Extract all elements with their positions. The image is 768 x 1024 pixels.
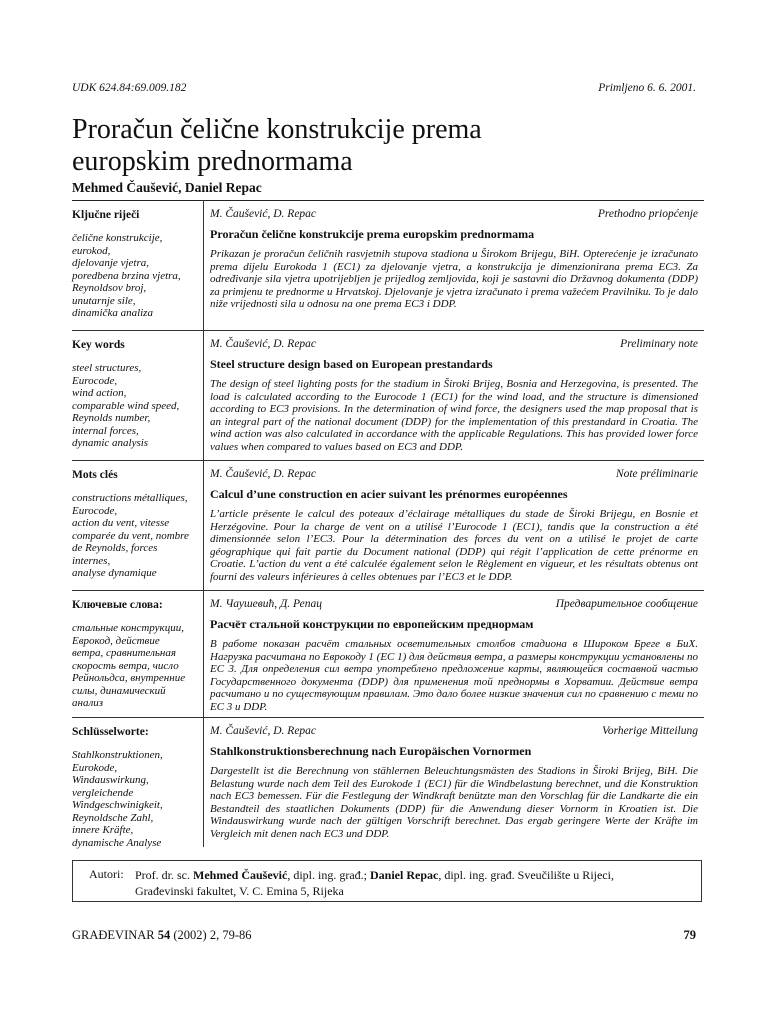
- keyword: скорость ветра, число: [72, 659, 179, 672]
- keyword: ветра, сравнительная: [72, 647, 176, 659]
- keyword: steel structures,: [72, 362, 142, 374]
- keyword: стальные конструкции,: [72, 622, 184, 634]
- authors-affiliation-box: [72, 860, 702, 902]
- abstract-column: [210, 330, 698, 454]
- section-title: Расчёт стальной конструкции по европейским преднормам: [210, 617, 534, 631]
- section-title: Steel structure design based on European prestandards: [210, 357, 493, 371]
- keywords-list: [72, 362, 200, 450]
- author-name-2: Daniel Repac: [370, 868, 439, 882]
- keyword: Eurocode,: [72, 504, 118, 517]
- column-divider: [203, 590, 204, 717]
- page-number: 79: [683, 928, 696, 942]
- keyword: dynamische Analyse: [72, 836, 162, 849]
- abstract-text: L’article présente le calcul des poteaux d’éclairage métalliques du stade de Široki Brijegu, en Bosnie et Herzégovine. Pour la charge de vent on a utilisé l’Eurocode 1 (EC1), tandis que la construction a été dimensionnée selon l’EC3. Pour la détermination des forces du vent on a utilisé le projet de carte géographique qui fait partie du Document national (DDP) qui régit l’application de cette prénorme en Croatie. L’action du vent a été calculée également selon le Règlement en vigueur, et les résultats obtenus ont fourni des valeurs inférieures à celles obtenues par l’EC3 et le DDP.: [210, 508, 698, 583]
- title-line-2: europskim prednormama: [72, 146, 353, 177]
- keyword: djelovanje vjetra,: [72, 257, 149, 269]
- keyword: анализ: [72, 697, 104, 709]
- column-divider: [203, 200, 204, 330]
- keyword: Еврокод, действие: [72, 634, 160, 647]
- keyword: Reynolds number,: [72, 412, 151, 424]
- abstract-column: [210, 200, 698, 311]
- meta-line: [210, 598, 698, 612]
- abstract-section-ru: [72, 590, 704, 717]
- abstract-text: В работе показан расчёт стальных осветительных столбов стадиона в Широком Бреге в БиХ. Нагрузка расчитана по Еврокоду 1 (ЕС 1) для действия ветра, а размеры конструкции установлены по ЕС 3. Для определения сил ветра употреблено предложение карты, являющейся составной частью Государственного документа (DDP) для применения той преднормы в Хорватии. Действие ветра расчитано и по существующим правилам. Это дало более низкие значения сил по сравнению с теми по ЕС 3 и DDP.: [210, 638, 698, 713]
- authors-line: Mehmed Čaušević, Daniel Repac: [72, 180, 262, 195]
- keyword: internal forces,: [72, 424, 139, 437]
- keyword: Windauswirkung,: [72, 774, 149, 786]
- keyword: de Reynolds, forces: [72, 542, 158, 554]
- keyword: Рейнольдса, внутренние: [72, 672, 186, 684]
- meta-line: [210, 208, 698, 222]
- authors-label: Autori:: [89, 867, 124, 881]
- keyword: wind action,: [72, 387, 127, 399]
- journal-citation: [72, 928, 252, 943]
- paper-type: Предварительное сообщение: [555, 598, 698, 610]
- meta-line: [210, 468, 698, 482]
- section-title: Proračun čelične konstrukcije prema europskim prednormama: [210, 227, 535, 241]
- abstract-text: The design of steel lighting posts for the stadium in Široki Brijeg, Bosnia and Herzegovina, is presented. The load is calculated according to the Eurocode 1 (EC1) for the wind load, and the structure is dimensioned according to EC3 provisions. In the determination of wind force, the designers used the map proposal that is an integral part of the national document (DDP) for the implementation of this prestandard in Croatia. The wind action was also calculated in accordance with the applicable Regulations. This has provided lower force values when compared to values based on EC3 and DDP.: [210, 378, 698, 453]
- affiliation-line-2: Građevinski fakultet, V. C. Emina 5, Rijeka: [135, 884, 344, 898]
- keyword: dinamička analiza: [72, 307, 153, 319]
- keywords-heading: Ключевые слова:: [72, 599, 163, 611]
- keyword: eurokod,: [72, 244, 111, 257]
- keyword: constructions métalliques,: [72, 492, 188, 504]
- section-title: Calcul d’une construction en acier suivant les prénormes européennes: [210, 487, 568, 501]
- section-title: Stahlkonstruktionsberechnung nach Europäischen Vornormen: [210, 744, 532, 758]
- meta-authors: M. Čaušević, D. Repac: [210, 208, 317, 220]
- abstract-text: Prikazan je proračun čeličnih rasvjetnih stupova stadiona u Širokom Brijegu, BiH. Opterećenje je izračunato prema dijelu Eurokoda 1 (EC1) za djelovanje vjetra, a konstrukcija je dimenzionirana prema EC3. Za određivanje sila vjetra upotrijebljen je prijedlog zemljovida, koji je sastavni dio Državnog dokumenta (DDP) za primjenu te prednorme u Hrvatskoj. Djelovanje je vjetra izračunato i prema važećem Pravilniku. To je dalo niže vrijednosti sila u odnosu na one prema EC3 i DDP.: [210, 248, 698, 311]
- keyword: internes,: [72, 554, 111, 567]
- meta-line: [210, 338, 698, 352]
- keywords-column: [72, 200, 200, 320]
- keywords-heading: Schlüsselworte:: [72, 726, 149, 738]
- keyword: čelične konstrukcije,: [72, 232, 163, 244]
- keywords-list: [72, 749, 200, 849]
- column-divider: [203, 717, 204, 847]
- paper-type: Note préliminarie: [615, 468, 698, 480]
- paper-type: Vorherige Mitteilung: [602, 725, 698, 737]
- keyword: Eurocode,: [72, 374, 118, 387]
- paper-type: Preliminary note: [620, 338, 698, 350]
- meta-authors: M. Чаушевић, Д. Репац: [210, 598, 323, 610]
- keywords-list: [72, 232, 200, 320]
- abstract-section-fr: [72, 460, 704, 590]
- keyword: Eurokode,: [72, 761, 118, 774]
- abstract-section-de: [72, 717, 704, 847]
- keyword: comparable wind speed,: [72, 399, 180, 412]
- abstract-column: [210, 590, 698, 714]
- keyword: analyse dynamique: [72, 567, 157, 579]
- received-date: Primljeno 6. 6. 2001.: [598, 82, 696, 94]
- keywords-column: [72, 717, 200, 849]
- meta-authors: M. Čaušević, D. Repac: [210, 725, 317, 737]
- keyword: unutarnje sile,: [72, 294, 136, 307]
- keywords-heading: Ključne riječi: [72, 209, 140, 221]
- keyword: innere Kräfte,: [72, 824, 134, 836]
- affiliation-part: , dipl. ing. građ.;: [287, 868, 370, 882]
- keyword: Windgeschwinigkeit,: [72, 799, 163, 811]
- keywords-heading: Mots clés: [72, 469, 118, 481]
- column-divider: [203, 460, 204, 590]
- keyword: силы, динамический: [72, 684, 166, 697]
- abstract-column: [210, 460, 698, 584]
- meta-authors: M. Čaušević, D. Repac: [210, 338, 317, 350]
- affiliation-prefix: Prof. dr. sc.: [135, 868, 193, 882]
- keyword: vergleichende: [72, 786, 134, 799]
- meta-authors: M. Čaušević, D. Repac: [210, 468, 317, 480]
- keywords-column: [72, 460, 200, 580]
- abstract-text: Dargestellt ist die Berechnung von stählernen Beleuchtungsmästen des Stadions in Široki Brijeg, BiH. Die Belastung wurde nach dem Teil des Eurokode 1 (EC1) für die Windbelastung berechnet, und die Konstruktion nach EC3 bemessen. Für die Festlegung der Windkraft benützte man den Vorschlag für die Landkarte die ein Bestandteil des staatlichen Dokuments (DDP) für die Anwendung dieser Vornorm in Kroatien ist. Die Windauswirkung wurde nach der gültigen Vorschrift berechnet. Das ergab geringere Werte der Kräfte im Vergleich mit denen nach EC3 und DDP.: [210, 765, 698, 840]
- meta-line: [210, 725, 698, 739]
- title-line-1: Proračun čelične konstrukcije prema: [72, 114, 482, 145]
- keyword: Reynoldsov broj,: [72, 282, 147, 294]
- keyword: Reynoldsche Zahl,: [72, 811, 154, 824]
- column-divider: [203, 330, 204, 460]
- journal-volume: 54: [157, 928, 171, 942]
- udk-code: UDK 624.84:69.009.182: [72, 82, 187, 94]
- journal-name: GRAĐEVINAR: [72, 928, 155, 942]
- keyword: dynamic analysis: [72, 437, 149, 449]
- keywords-heading: Key words: [72, 339, 125, 351]
- abstract-section-en: [72, 330, 704, 460]
- authors-affiliation: [135, 867, 691, 899]
- keywords-column: [72, 330, 200, 450]
- keywords-column: [72, 590, 200, 710]
- abstract-section-hr: [72, 200, 704, 330]
- abstract-column: [210, 717, 698, 841]
- keyword: Stahlkonstruktionen,: [72, 749, 163, 761]
- affiliation-part: , dipl. ing. građ. Sveučilište u Rijeci,: [438, 868, 614, 882]
- keyword: poredbena brzina vjetra,: [72, 269, 181, 282]
- keywords-list: [72, 492, 200, 580]
- keyword: action du vent, vitesse: [72, 517, 170, 529]
- paper-type: Prethodno priopćenje: [597, 208, 698, 220]
- keywords-list: [72, 622, 200, 710]
- journal-issue: (2002) 2, 79-86: [170, 928, 252, 942]
- affiliation-line-1: [135, 867, 691, 883]
- author-name-1: Mehmed Čaušević: [193, 868, 288, 882]
- keyword: comparée du vent, nombre: [72, 529, 189, 542]
- page-title: [72, 114, 692, 178]
